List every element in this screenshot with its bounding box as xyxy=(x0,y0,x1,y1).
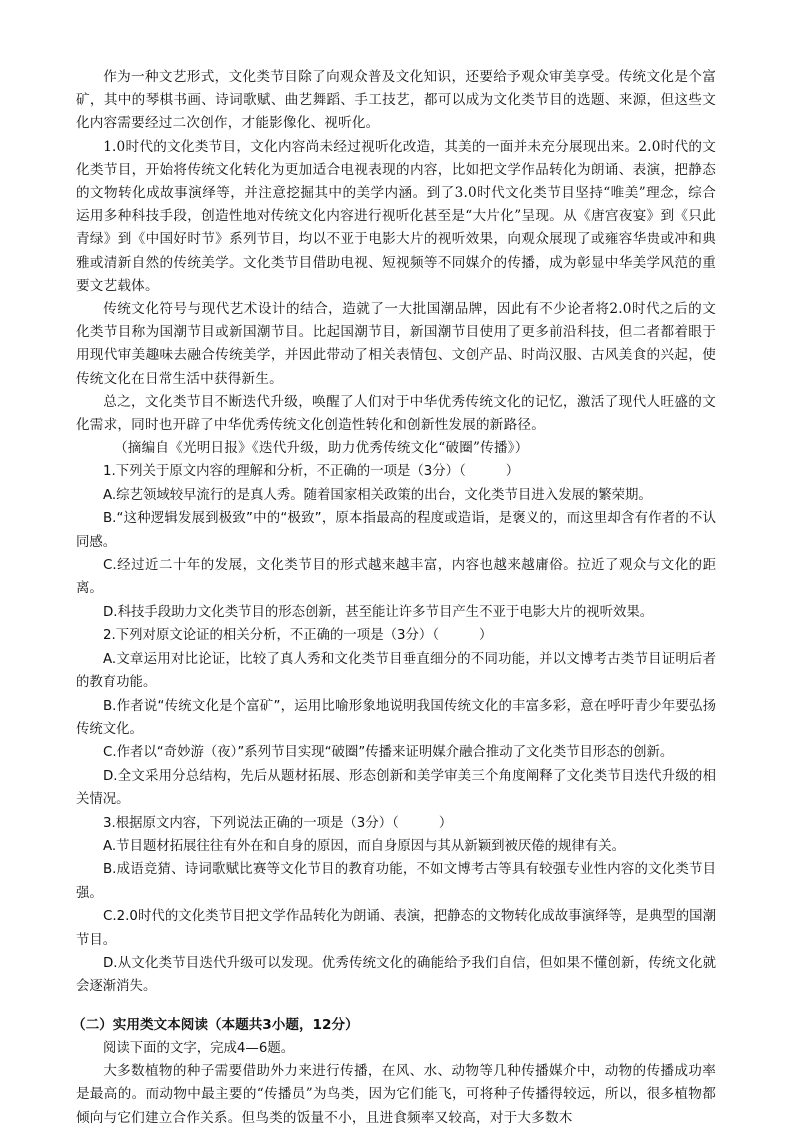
question-2 xyxy=(76,624,716,811)
passage-paragraph: 传统文化符号与现代艺术设计的结合，造就了一大批国潮品牌，因此有不少论者将2.0时代之后的文化类节目称为国潮节目或新国潮节目。比起国潮节目，新国潮节目使用了更多前沿科技，但二者都着眼于用现代审美趣味去融合传统美学，并因此带动了相关表情包、文创产品、时尚汉服、古风美食的兴起，使传统文化在日常生活中获得新生。 xyxy=(76,301,716,387)
option-b: B.成语竞猜、诗词歌赋比赛等文化节目的教育功能，不如文博考古等具有较强专业性内容的文化类节目强。 xyxy=(76,862,716,901)
section-instruction: 阅读下面的文字，完成4—6题。 xyxy=(103,1040,295,1056)
option-b: B.作者说“传统文化是个富矿”，运用比喻形象地说明我国传统文化的丰富多彩，意在呼吁青少年要弘扬传统文化。 xyxy=(76,698,716,737)
passage-paragraph: 总之，文化类节目不断迭代升级，唤醒了人们对于中华优秀传统文化的记忆，激活了现代人旺盛的文化需求，同时也开辟了中华优秀传统文化创造性转化和创新性发展的新路径。 xyxy=(76,393,716,434)
passage-paragraph: 作为一种文艺形式，文化类节目除了向观众普及文化知识，还要给予观众审美享受。传统文化是个富矿，其中的琴棋书画、诗词歌赋、曲艺舞蹈、手工技艺，都可以成为文化类节目的选题、来源，但这些文化内容需要经过二次创作，才能影像化、视听化。 xyxy=(76,69,716,132)
question-1 xyxy=(76,460,716,624)
option-d: D.从文化类节目迭代升级可以发现。优秀传统文化的确能给予我们自信，但如果不懂创新，传统文化就会逐渐消失。 xyxy=(76,955,716,995)
question-list xyxy=(76,460,716,998)
option-c: C.作者以“奇妙游（夜）”系列节目实现“破圈”传播来证明媒介融合推动了文化类节目形态的创新。 xyxy=(103,745,674,761)
option-d: D.科技手段助力文化类节目的形态创新，甚至能让许多节目产生不亚于电影大片的视听效果。 xyxy=(103,604,654,620)
question-stem: 2.下列对原文论证的相关分析，不正确的一项是（3分）（ ） xyxy=(103,628,493,644)
passage-paragraph: 大多数植物的种子需要借助外力来进行传播，在风、水、动物等几种传播媒介中，动物的传播成功率是最高的。而动物中最主要的“传播员”为鸟类，因为它们能飞，可将种子传播得较远，所以，很多植物都倾向与它们建立合作关系。但鸟类的饭量不小，且进食频率又较高，对于大多数木 xyxy=(76,1063,716,1126)
passage-1 xyxy=(76,66,716,460)
question-stem: 1.下列关于原文内容的理解和分析，不正确的一项是（3分）（ ） xyxy=(103,464,520,480)
option-a: A.节目题材拓展往往有外在和自身的原因，而自身原因与其从新颖到被厌倦的规律有关。 xyxy=(103,838,626,854)
exam-page xyxy=(72,66,716,1130)
option-b: B.“这种逻辑发展到极致”中的“极致”，原本指最高的程度或造诣，是褒义的，而这里却含有作者的不认同感。 xyxy=(76,511,716,550)
option-c: C.经过近二十年的发展，文化类节目的形式越来越丰富，内容也越来越庸俗。拉近了观众与文化的距离。 xyxy=(76,558,716,597)
source-citation: （摘编自《光明日报》《迭代升级，助力优秀传统文化“破圈”传播》） xyxy=(114,440,529,457)
passage-paragraph: 1.0时代的文化类节目，文化内容尚未经过视听化改造，其美的一面并未充分展现出来。2.0时代的文化类节目，开始将传统文化转化为更加适合电视表现的内容，比如把文学作品转化为朗诵、表演，把静态的文物转化成故事演绎等，并注意挖掘其中的美学内涵。到了3.0时代文化类节目坚持“唯美”理念，综合运用多种科技手段，创造性地对传统文化内容进行视听化甚至是“大片化”呈现。从《唐宫夜宴》到《只此青绿》到《中国好时节》系列节目，均以不亚于电影大片的视听效果，向观众展现了或雍容华贵或冲和典雅或清新自然的传统美学。文化类节目借助电视、短视频等不同媒介的传播，成为彰显中华美学风范的重要文艺载体。 xyxy=(76,138,716,294)
option-d: D.全文采用分总结构，先后从题材拓展、形态创新和美学审美三个角度阐释了文化类节目迭代升级的相关情况。 xyxy=(76,768,716,808)
question-stem: 3.根据原文内容，下列说法正确的一项是（3分）（ ） xyxy=(103,815,453,831)
section-2 xyxy=(72,1013,716,1130)
option-a: A.综艺领域较早流行的是真人秀。随着国家相关政策的出台，文化类节目进入发展的繁荣期。 xyxy=(103,487,652,503)
question-3 xyxy=(76,812,716,999)
section-heading: （二）实用类文本阅读（本题共3小题，12分） xyxy=(72,1016,359,1033)
option-c: C.2.0时代的文化类节目把文学作品转化为朗诵、表演，把静态的文物转化成故事演绎等，是典型的国潮节目。 xyxy=(76,909,716,948)
option-a: A.文章运用对比论证，比较了真人秀和文化类节目垂直细分的不同功能，并以文博考古类节目证明后者的教育功能。 xyxy=(76,651,716,691)
